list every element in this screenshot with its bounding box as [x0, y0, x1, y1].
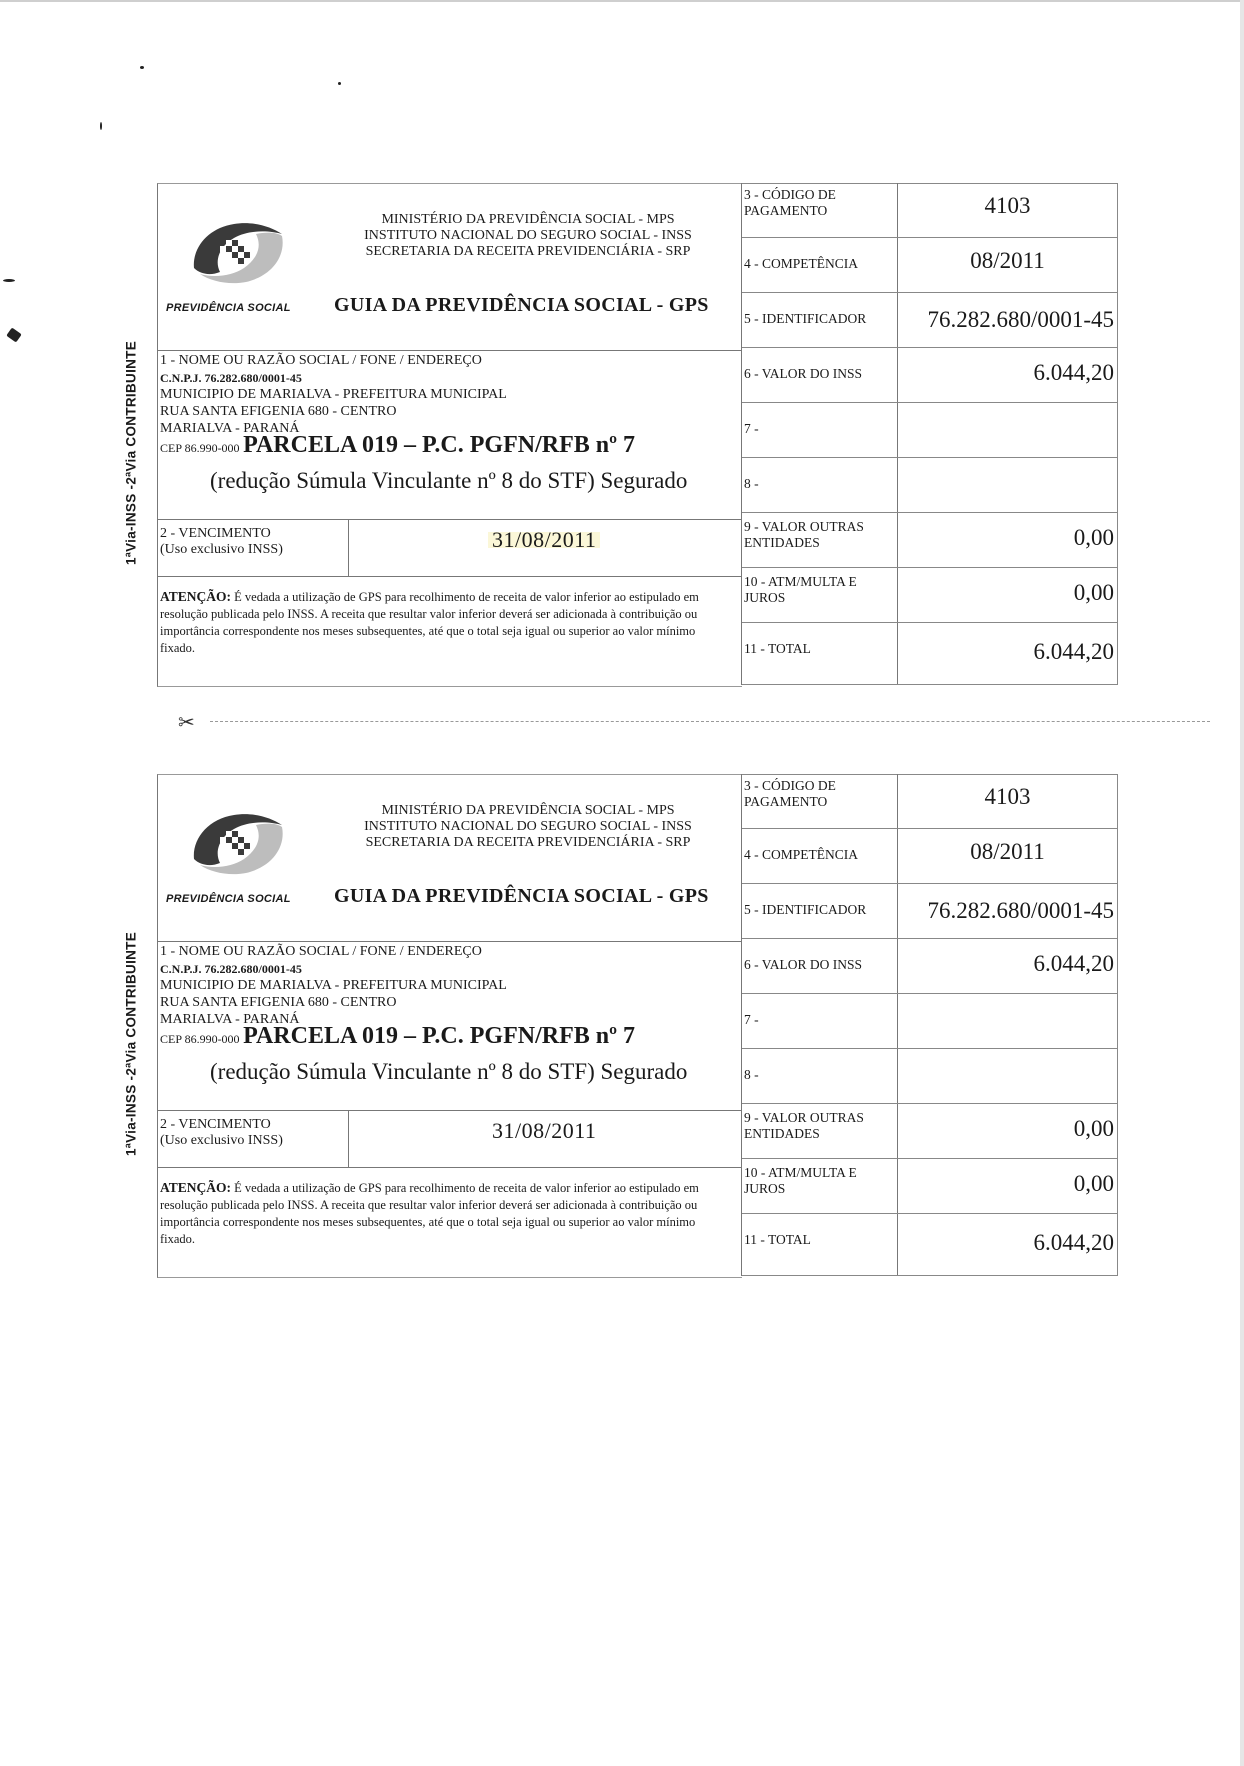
- scan-speck: [338, 82, 341, 85]
- row-separator: [897, 458, 898, 512]
- scan-speck: [6, 327, 22, 342]
- vencimento-divider: [348, 1111, 349, 1167]
- values-grid: [741, 183, 1118, 685]
- row-separator: [897, 1049, 898, 1103]
- row-multa-juros: [742, 568, 1118, 623]
- row-label: 6 - VALOR DO INSS: [744, 366, 863, 381]
- reducao-text: (redução Súmula Vinculante nº 8 do STF) Segurado: [210, 1059, 688, 1084]
- row-codigo-pagamento: [742, 774, 1118, 829]
- row-value: 0,00: [1073, 580, 1114, 605]
- row-label: 10 - ATM/MULTA E JUROS: [744, 1165, 857, 1196]
- page-top-edge: [0, 0, 1244, 2]
- scissors-icon: ✂: [178, 710, 195, 734]
- municipio-line: MUNICIPIO DE MARIALVA - PREFEITURA MUNICIPAL: [160, 387, 507, 402]
- name-field-label: 1 - NOME OU RAZÃO SOCIAL / FONE / ENDEREÇO: [160, 353, 482, 368]
- vencimento-label-line1: 2 - VENCIMENTO: [160, 1117, 271, 1132]
- gps-form-top: [123, 183, 1117, 685]
- row-label: 5 - IDENTIFICADOR: [744, 902, 867, 917]
- atencao-notice: [160, 588, 730, 657]
- row-identificador: [742, 884, 1118, 939]
- municipio-line: MUNICIPIO DE MARIALVA - PREFEITURA MUNICIPAL: [160, 978, 507, 993]
- scan-speck: [3, 279, 15, 282]
- secretariat-line: SECRETARIA DA RECEITA PREVIDENCIÁRIA - SRP: [365, 835, 691, 850]
- vencimento-label-line2: (Uso exclusivo INSS): [160, 542, 283, 557]
- atencao-text: É vedada a utilização de GPS para recolhimento de receita de valor inferior ao estipulado em resolução publicada pelo INSS. A receita que resultar valor inferior deverá ser adicionada à contribuição ou importância correspondente nos meses subsequentes, até que o total seja igual ou superior ao valor mínimo fixado.: [160, 1181, 699, 1246]
- row-label: 4 - COMPETÊNCIA: [744, 847, 858, 862]
- row-label: 6 - VALOR DO INSS: [744, 957, 863, 972]
- row-label: 3 - CÓDIGO DE PAGAMENTO: [744, 187, 836, 218]
- previdencia-social-logo-icon: [186, 803, 290, 883]
- vencimento-value: 31/08/2011: [492, 1118, 597, 1143]
- row-separator: [897, 884, 898, 938]
- vencimento-label-line1: 2 - VENCIMENTO: [160, 526, 271, 541]
- atencao-text: É vedada a utilização de GPS para recolhimento de receita de valor inferior ao estipulado em resolução publicada pelo INSS. A receita que resultar valor inferior deverá ser adicionada à contribuição ou importância correspondente nos meses subsequentes, até que o total seja igual ou superior ao valor mínimo fixado.: [160, 590, 699, 655]
- row-value: 6.044,20: [1033, 360, 1114, 385]
- row-value: 76.282.680/0001-45: [927, 307, 1114, 332]
- row-label: 7 -: [744, 1012, 759, 1027]
- vencimento-block: [158, 1111, 742, 1168]
- row-label: 11 - TOTAL: [744, 641, 811, 656]
- atencao-label: ATENÇÃO:: [160, 589, 232, 604]
- row-value: 6.044,20: [1033, 951, 1114, 976]
- row-separator: [897, 348, 898, 402]
- ministry-heading: [318, 803, 738, 851]
- row-separator: [897, 293, 898, 347]
- cep-text: CEP 86.990-000: [160, 441, 240, 455]
- row-multa-juros: [742, 1159, 1118, 1214]
- form-left-block: [157, 774, 742, 1278]
- vencimento-label: [160, 1117, 283, 1149]
- atencao-label: ATENÇÃO:: [160, 1180, 232, 1195]
- form-title: GUIA DA PREVIDÊNCIA SOCIAL - GPS: [334, 885, 709, 907]
- contributor-block: [158, 942, 742, 1111]
- row-value: 4103: [984, 784, 1031, 809]
- row-separator: [897, 1104, 898, 1158]
- form-title: GUIA DA PREVIDÊNCIA SOCIAL - GPS: [334, 294, 709, 316]
- row-separator: [897, 939, 898, 993]
- row-label: 5 - IDENTIFICADOR: [744, 311, 867, 326]
- row-label: 10 - ATM/MULTA E JUROS: [744, 574, 857, 605]
- side-via-text: 1ªVia-INSS -2ªVia CONTRIBUINTE: [123, 340, 139, 566]
- street-line: RUA SANTA EFIGENIA 680 - CENTRO: [160, 404, 397, 419]
- scan-speck: [100, 122, 102, 130]
- form-header: [158, 184, 742, 351]
- row-outras-entidades: [742, 1104, 1118, 1159]
- row-7: [742, 994, 1118, 1049]
- row-separator: [897, 403, 898, 457]
- side-via-text: 1ªVia-INSS -2ªVia CONTRIBUINTE: [123, 931, 139, 1157]
- atencao-notice: [160, 1179, 730, 1248]
- row-total: [742, 1214, 1118, 1276]
- row-outras-entidades: [742, 513, 1118, 568]
- row-label: 11 - TOTAL: [744, 1232, 811, 1247]
- row-value: 08/2011: [970, 248, 1045, 273]
- logo-text: PREVIDÊNCIA SOCIAL: [166, 302, 291, 314]
- side-via-label: [121, 243, 141, 663]
- cut-line: [210, 721, 1210, 722]
- vencimento-value: 31/08/2011: [488, 532, 600, 548]
- scan-speck: [140, 66, 144, 69]
- row-separator: [897, 513, 898, 567]
- row-separator: [897, 1159, 898, 1213]
- institute-line: INSTITUTO NACIONAL DO SEGURO SOCIAL - INSS: [364, 228, 692, 243]
- row-codigo-pagamento: [742, 183, 1118, 238]
- logo-text: PREVIDÊNCIA SOCIAL: [166, 893, 291, 905]
- row-8: [742, 1049, 1118, 1104]
- institute-line: INSTITUTO NACIONAL DO SEGURO SOCIAL - INSS: [364, 819, 692, 834]
- ministry-heading: [318, 212, 738, 260]
- row-label: 7 -: [744, 421, 759, 436]
- row-separator: [897, 1214, 898, 1275]
- row-total: [742, 623, 1118, 685]
- vencimento-label: [160, 526, 283, 558]
- cep-parcela-line: [160, 1023, 636, 1049]
- gps-form-bottom: [123, 774, 1117, 1276]
- row-value: 08/2011: [970, 839, 1045, 864]
- row-value: 6.044,20: [1033, 1230, 1114, 1255]
- row-valor-inss: [742, 939, 1118, 994]
- row-identificador: [742, 293, 1118, 348]
- cnpj-line: C.N.P.J. 76.282.680/0001-45: [160, 962, 302, 976]
- row-label: 8 -: [744, 1067, 759, 1082]
- row-value: 0,00: [1073, 525, 1114, 550]
- row-label: 9 - VALOR OUTRAS ENTIDADES: [744, 519, 864, 550]
- row-7: [742, 403, 1118, 458]
- parcela-text: PARCELA 019 – P.C. PGFN/RFB nº 7: [243, 1023, 636, 1049]
- row-label: 3 - CÓDIGO DE PAGAMENTO: [744, 778, 836, 809]
- row-label: 8 -: [744, 476, 759, 491]
- street-line: RUA SANTA EFIGENIA 680 - CENTRO: [160, 995, 397, 1010]
- vencimento-block: [158, 520, 742, 577]
- row-separator: [897, 623, 898, 684]
- row-separator: [897, 994, 898, 1048]
- row-value: 6.044,20: [1033, 639, 1114, 664]
- form-header: [158, 775, 742, 942]
- ministry-line: MINISTÉRIO DA PREVIDÊNCIA SOCIAL - MPS: [381, 803, 675, 818]
- form-left-block: [157, 183, 742, 687]
- side-via-label: [121, 834, 141, 1254]
- row-value: 76.282.680/0001-45: [927, 898, 1114, 923]
- parcela-text: PARCELA 019 – P.C. PGFN/RFB nº 7: [243, 432, 636, 458]
- row-8: [742, 458, 1118, 513]
- row-competencia: [742, 829, 1118, 884]
- reducao-text: (redução Súmula Vinculante nº 8 do STF) Segurado: [210, 468, 688, 493]
- previdencia-social-logo-icon: [186, 212, 290, 292]
- secretariat-line: SECRETARIA DA RECEITA PREVIDENCIÁRIA - SRP: [365, 244, 691, 259]
- row-label: 4 - COMPETÊNCIA: [744, 256, 858, 271]
- cep-text: CEP 86.990-000: [160, 1032, 240, 1046]
- row-value: 4103: [984, 193, 1031, 218]
- values-grid: [741, 774, 1118, 1276]
- name-field-label: 1 - NOME OU RAZÃO SOCIAL / FONE / ENDEREÇO: [160, 944, 482, 959]
- row-competencia: [742, 238, 1118, 293]
- cnpj-line: C.N.P.J. 76.282.680/0001-45: [160, 371, 302, 385]
- row-value: 0,00: [1073, 1116, 1114, 1141]
- row-separator: [897, 568, 898, 622]
- row-value: 0,00: [1073, 1171, 1114, 1196]
- city-line: MARIALVA - PARANÁ: [160, 421, 300, 436]
- vencimento-label-line2: (Uso exclusivo INSS): [160, 1133, 283, 1148]
- ministry-line: MINISTÉRIO DA PREVIDÊNCIA SOCIAL - MPS: [381, 212, 675, 227]
- page-right-edge: [1240, 0, 1244, 1766]
- city-line: MARIALVA - PARANÁ: [160, 1012, 300, 1027]
- contributor-block: [158, 351, 742, 520]
- row-label: 9 - VALOR OUTRAS ENTIDADES: [744, 1110, 864, 1141]
- vencimento-divider: [348, 520, 349, 576]
- row-valor-inss: [742, 348, 1118, 403]
- cep-parcela-line: [160, 432, 636, 458]
